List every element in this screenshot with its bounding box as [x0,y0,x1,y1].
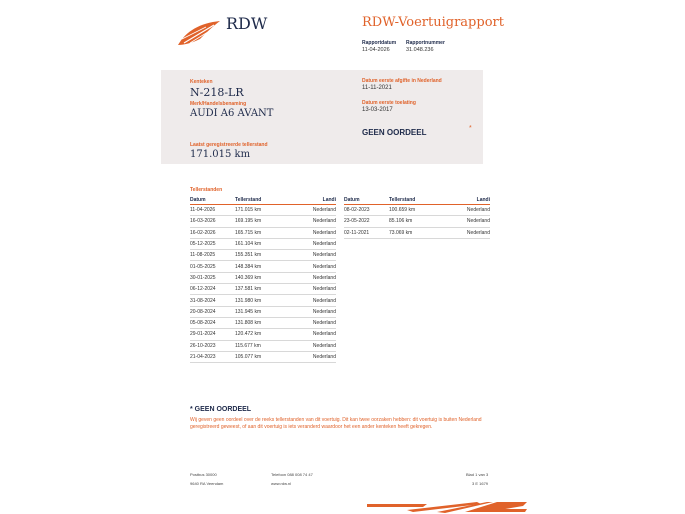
table-row [190,216,336,227]
table-row [190,239,336,250]
row-date: 08-02-2023 [344,207,370,214]
footer-po-box: Postbus 30000 [190,472,217,477]
table-row [190,284,336,295]
row-country: Nederland [466,207,490,214]
verdict-text: GEEN OORDEEL [362,128,427,137]
row-country: Nederland [312,320,336,327]
table-row [190,273,336,284]
table-body [344,205,490,239]
row-date: 05-12-2025 [190,241,216,248]
vehicle-model: AUDI A6 AVANT [190,108,274,119]
note-title: * GEEN OORDEEL [190,406,252,413]
footer-page-number: Blad 1 van 3 [466,472,489,477]
first-admission-date: 13-03-2017 [362,107,393,113]
table-header [190,195,336,205]
table-row [344,205,490,216]
row-odometer: 155.351 km [235,252,262,259]
table-row [190,261,336,272]
footer-code: 3 E 1679 [472,481,489,486]
row-date: 05-08-2024 [190,320,216,327]
row-odometer: 131.945 km [235,308,262,315]
license-plate: N-218-LR [190,86,244,99]
table-row [190,307,336,318]
note-body: Wij geven geen oordeel over de reeks tellerstanden van dit voertuig. Dit kan twee oorzaken hebben: dit voertuig is buiten Nederland geregistreerd geweest, of aan dit voertuig is iets veranderd waardoor het een ander kenteken heeft gekregen. [190,417,482,430]
row-date: 02-11-2021 [344,229,370,236]
first-nl-date: 11-11-2021 [362,85,392,91]
row-country: Nederland [312,241,336,248]
footer-phone: Telefoon 088 008 74 47 [271,472,313,477]
table-row [190,318,336,329]
row-country: Nederland [312,229,336,236]
row-country: Nederland [312,274,336,281]
row-odometer: 105.077 km [235,354,262,360]
row-odometer: 131.808 km [235,320,262,327]
row-date: 30-01-2025 [190,274,216,281]
table-row [190,329,336,340]
first-nl-label: Datum eerste afgifte in Nederland [362,78,442,84]
row-date: 31-08-2024 [190,297,216,304]
col-odometer-header: Tellerstand [235,197,262,203]
footer-city: 9640 RA Veendam [190,481,224,486]
row-date: 23-05-2022 [344,218,370,225]
row-date: 21-04-2023 [190,354,216,360]
col-date-header: Datum [344,197,360,203]
table-row [190,228,336,239]
row-country: Nederland [312,218,336,225]
table-row [190,295,336,306]
row-odometer: 140.369 km [235,274,262,281]
plate-label: Kenteken [190,79,213,85]
row-country: Nederland [312,207,336,214]
first-admission-label: Datum eerste toelating [362,100,416,106]
row-country: Nederland [312,331,336,338]
col-odometer-header: Tellerstand [389,197,416,203]
row-odometer: 120.472 km [235,331,262,338]
table-header [344,195,490,205]
table-row [190,341,336,352]
row-date: 06-12-2024 [190,286,216,293]
row-country: Nederland [466,218,490,225]
odometer-table-heading: Tellerstanden [190,187,223,193]
model-label: Merk/Handelsbenaming [190,101,247,107]
row-date: 29-01-2024 [190,331,216,338]
row-country: Nederland [312,308,336,315]
row-date: 20-08-2024 [190,308,216,315]
report-number-label: Rapportnummer [406,40,445,46]
odometer-table-right [344,195,490,239]
row-date: 11-04-2026 [190,207,216,214]
row-odometer: 165.715 km [235,229,262,236]
report-date: 11-04-2026 [362,47,390,53]
vehicle-summary-panel [161,70,483,164]
row-date: 16-02-2026 [190,229,216,236]
row-odometer: 100.659 km [389,207,416,214]
row-odometer: 73.069 km [389,229,413,236]
report-number: 31.048.236 [406,47,434,53]
row-odometer: 131.980 km [235,297,262,304]
rdw-logo-icon [176,19,222,47]
table-row [190,352,336,363]
row-date: 11-08-2025 [190,252,216,259]
col-country-header: Landi [322,197,336,203]
row-country: Nederland [312,342,336,349]
row-date: 26-10-2023 [190,342,216,349]
brand-name: RDW [226,14,268,33]
footer-website: www.rdw.nl [271,481,292,486]
last-odometer: 171.015 km [190,149,251,160]
row-date: 16-03-2026 [190,218,216,225]
verdict-footnote-star: * [469,125,472,132]
row-odometer: 171.015 km [235,207,262,214]
report-date-label: Rapportdatum [362,40,397,46]
row-country: Nederland [312,297,336,304]
row-odometer: 148.384 km [235,263,262,270]
table-row [344,228,490,239]
table-row [344,216,490,227]
row-date: 01-05-2025 [190,263,216,270]
table-row [190,205,336,216]
row-country: Nederland [312,354,336,360]
row-odometer: 115.677 km [235,342,261,349]
document-title: RDW-Voertuigrapport [362,15,504,30]
table-row [190,250,336,261]
row-odometer: 137.581 km [235,286,262,293]
row-country: Nederland [312,263,336,270]
row-odometer: 169.195 km [235,218,262,225]
table-body [190,205,336,363]
row-country: Nederland [312,252,336,259]
row-country: Nederland [466,229,490,236]
row-country: Nederland [312,286,336,293]
row-odometer: 161.104 km [235,241,262,248]
col-date-header: Datum [190,197,206,203]
odometer-table-left [190,195,336,363]
row-odometer: 85.106 km [389,218,413,225]
col-country-header: Landi [476,197,490,203]
odometer-label: Laatst geregistreerde tellerstand [190,142,268,148]
rdw-stripes-decoration-icon [367,498,527,514]
